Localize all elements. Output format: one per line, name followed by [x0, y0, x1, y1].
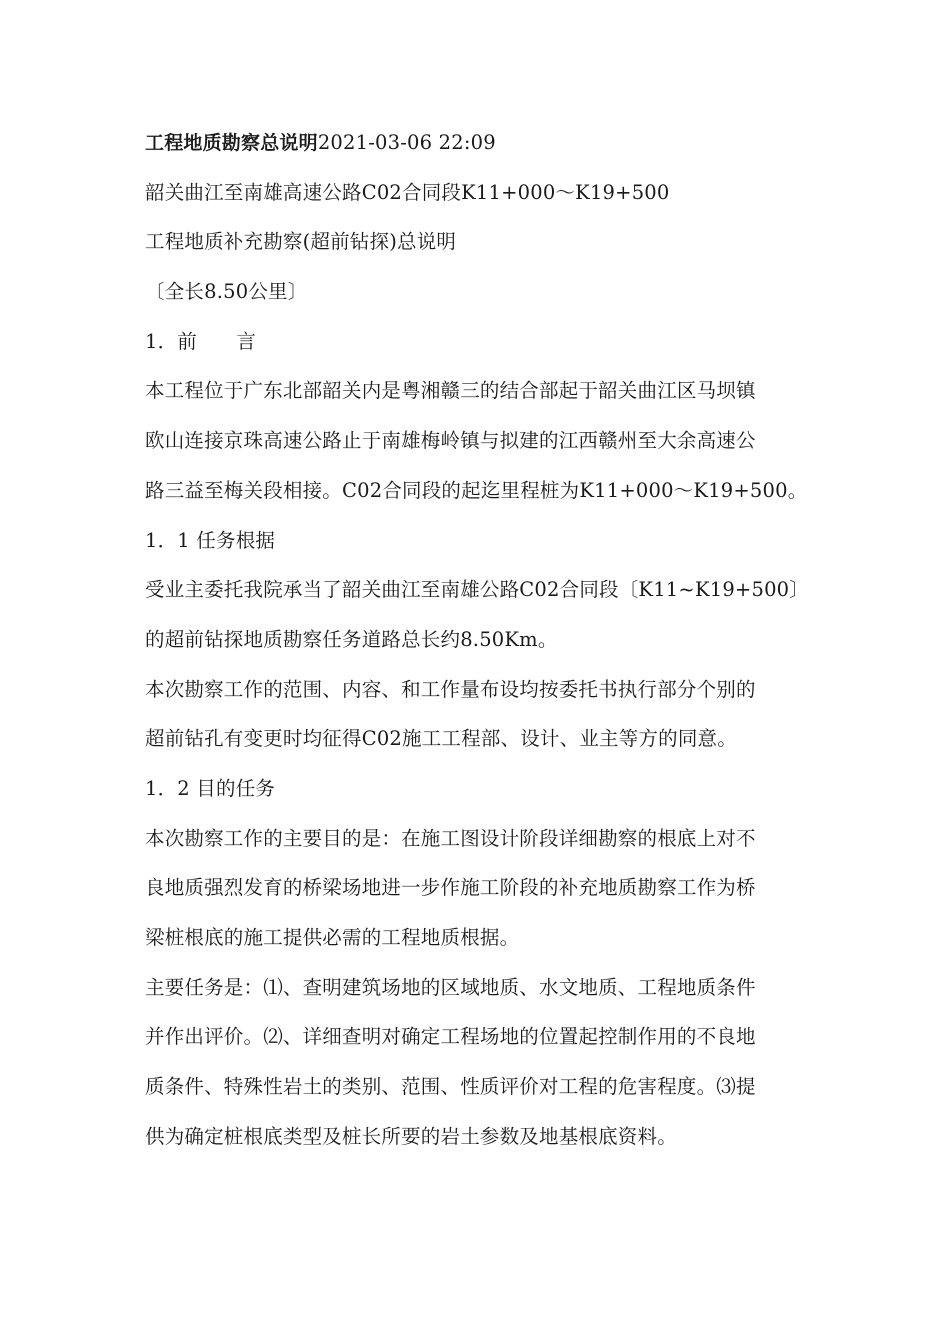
paragraph-line: 欧山连接京珠高速公路止于南雄梅岭镇与拟建的江西赣州至大余高速公: [145, 429, 756, 453]
paragraph-line: 的超前钻探地质勘察任务道路总长约8.50Km。: [145, 627, 558, 651]
paragraph-line: 质条件、特殊性岩土的类别、范围、性质评价对工程的危害程度。⑶提: [145, 1075, 756, 1099]
paragraph-line: 本次勘察工作的范围、内容、和工作量布设均按委托书执行部分个别的: [145, 677, 756, 701]
paragraph-line: 良地质强烈发育的桥梁场地进一步作施工阶段的补充地质勘察工作为桥: [145, 876, 756, 900]
document-body: [145, 118, 809, 1161]
paragraph-line: 超前钻孔有变更时均征得C02施工工程部、设计、业主等方的同意。: [145, 727, 737, 751]
document-title: [145, 118, 795, 168]
title-datetime: 2021-03-06 22:09: [317, 131, 496, 154]
paragraph-line: 本工程位于广东北部韶关内是粤湘赣三的结合部起于韶关曲江区马坝镇: [145, 379, 756, 403]
section-heading-preface: 1．前 言: [145, 329, 257, 353]
subtitle-line-2: 工程地质补充勘察(超前钻探)总说明: [145, 230, 457, 254]
subtitle-line-1: 韶关曲江至南雄高速公路C02合同段K11+000～K19+500: [145, 180, 670, 204]
paragraph-line: 本次勘察工作的主要目的是：在施工图设计阶段详细勘察的根底上对不: [145, 826, 756, 850]
paragraph-line: 主要任务是：⑴、查明建筑场地的区域地质、水文地质、工程地质条件: [145, 975, 756, 999]
section-heading-task-basis: 1．1 任务根据: [145, 528, 276, 552]
total-length: 〔全长8.50公里〕: [145, 280, 308, 304]
paragraph-line: 供为确定桩根底类型及桩长所要的岩土参数及地基根底资料。: [145, 1124, 677, 1148]
title-text: 工程地质勘察总说明: [145, 132, 318, 154]
paragraph-line: 并作出评价。⑵、详细查明对确定工程场地的位置起控制作用的不良地: [145, 1025, 756, 1049]
paragraph-line: 受业主委托我院承当了韶关曲江至南雄公路C02合同段〔K11~K19+500〕: [145, 578, 809, 602]
paragraph-line: 路三益至梅关段相接。C02合同段的起迄里程桩为K11+000～K19+500。: [145, 478, 808, 502]
section-heading-objectives: 1．2 目的任务: [145, 776, 276, 800]
paragraph-line: 梁桩根底的施工提供必需的工程地质根据。: [145, 926, 520, 949]
